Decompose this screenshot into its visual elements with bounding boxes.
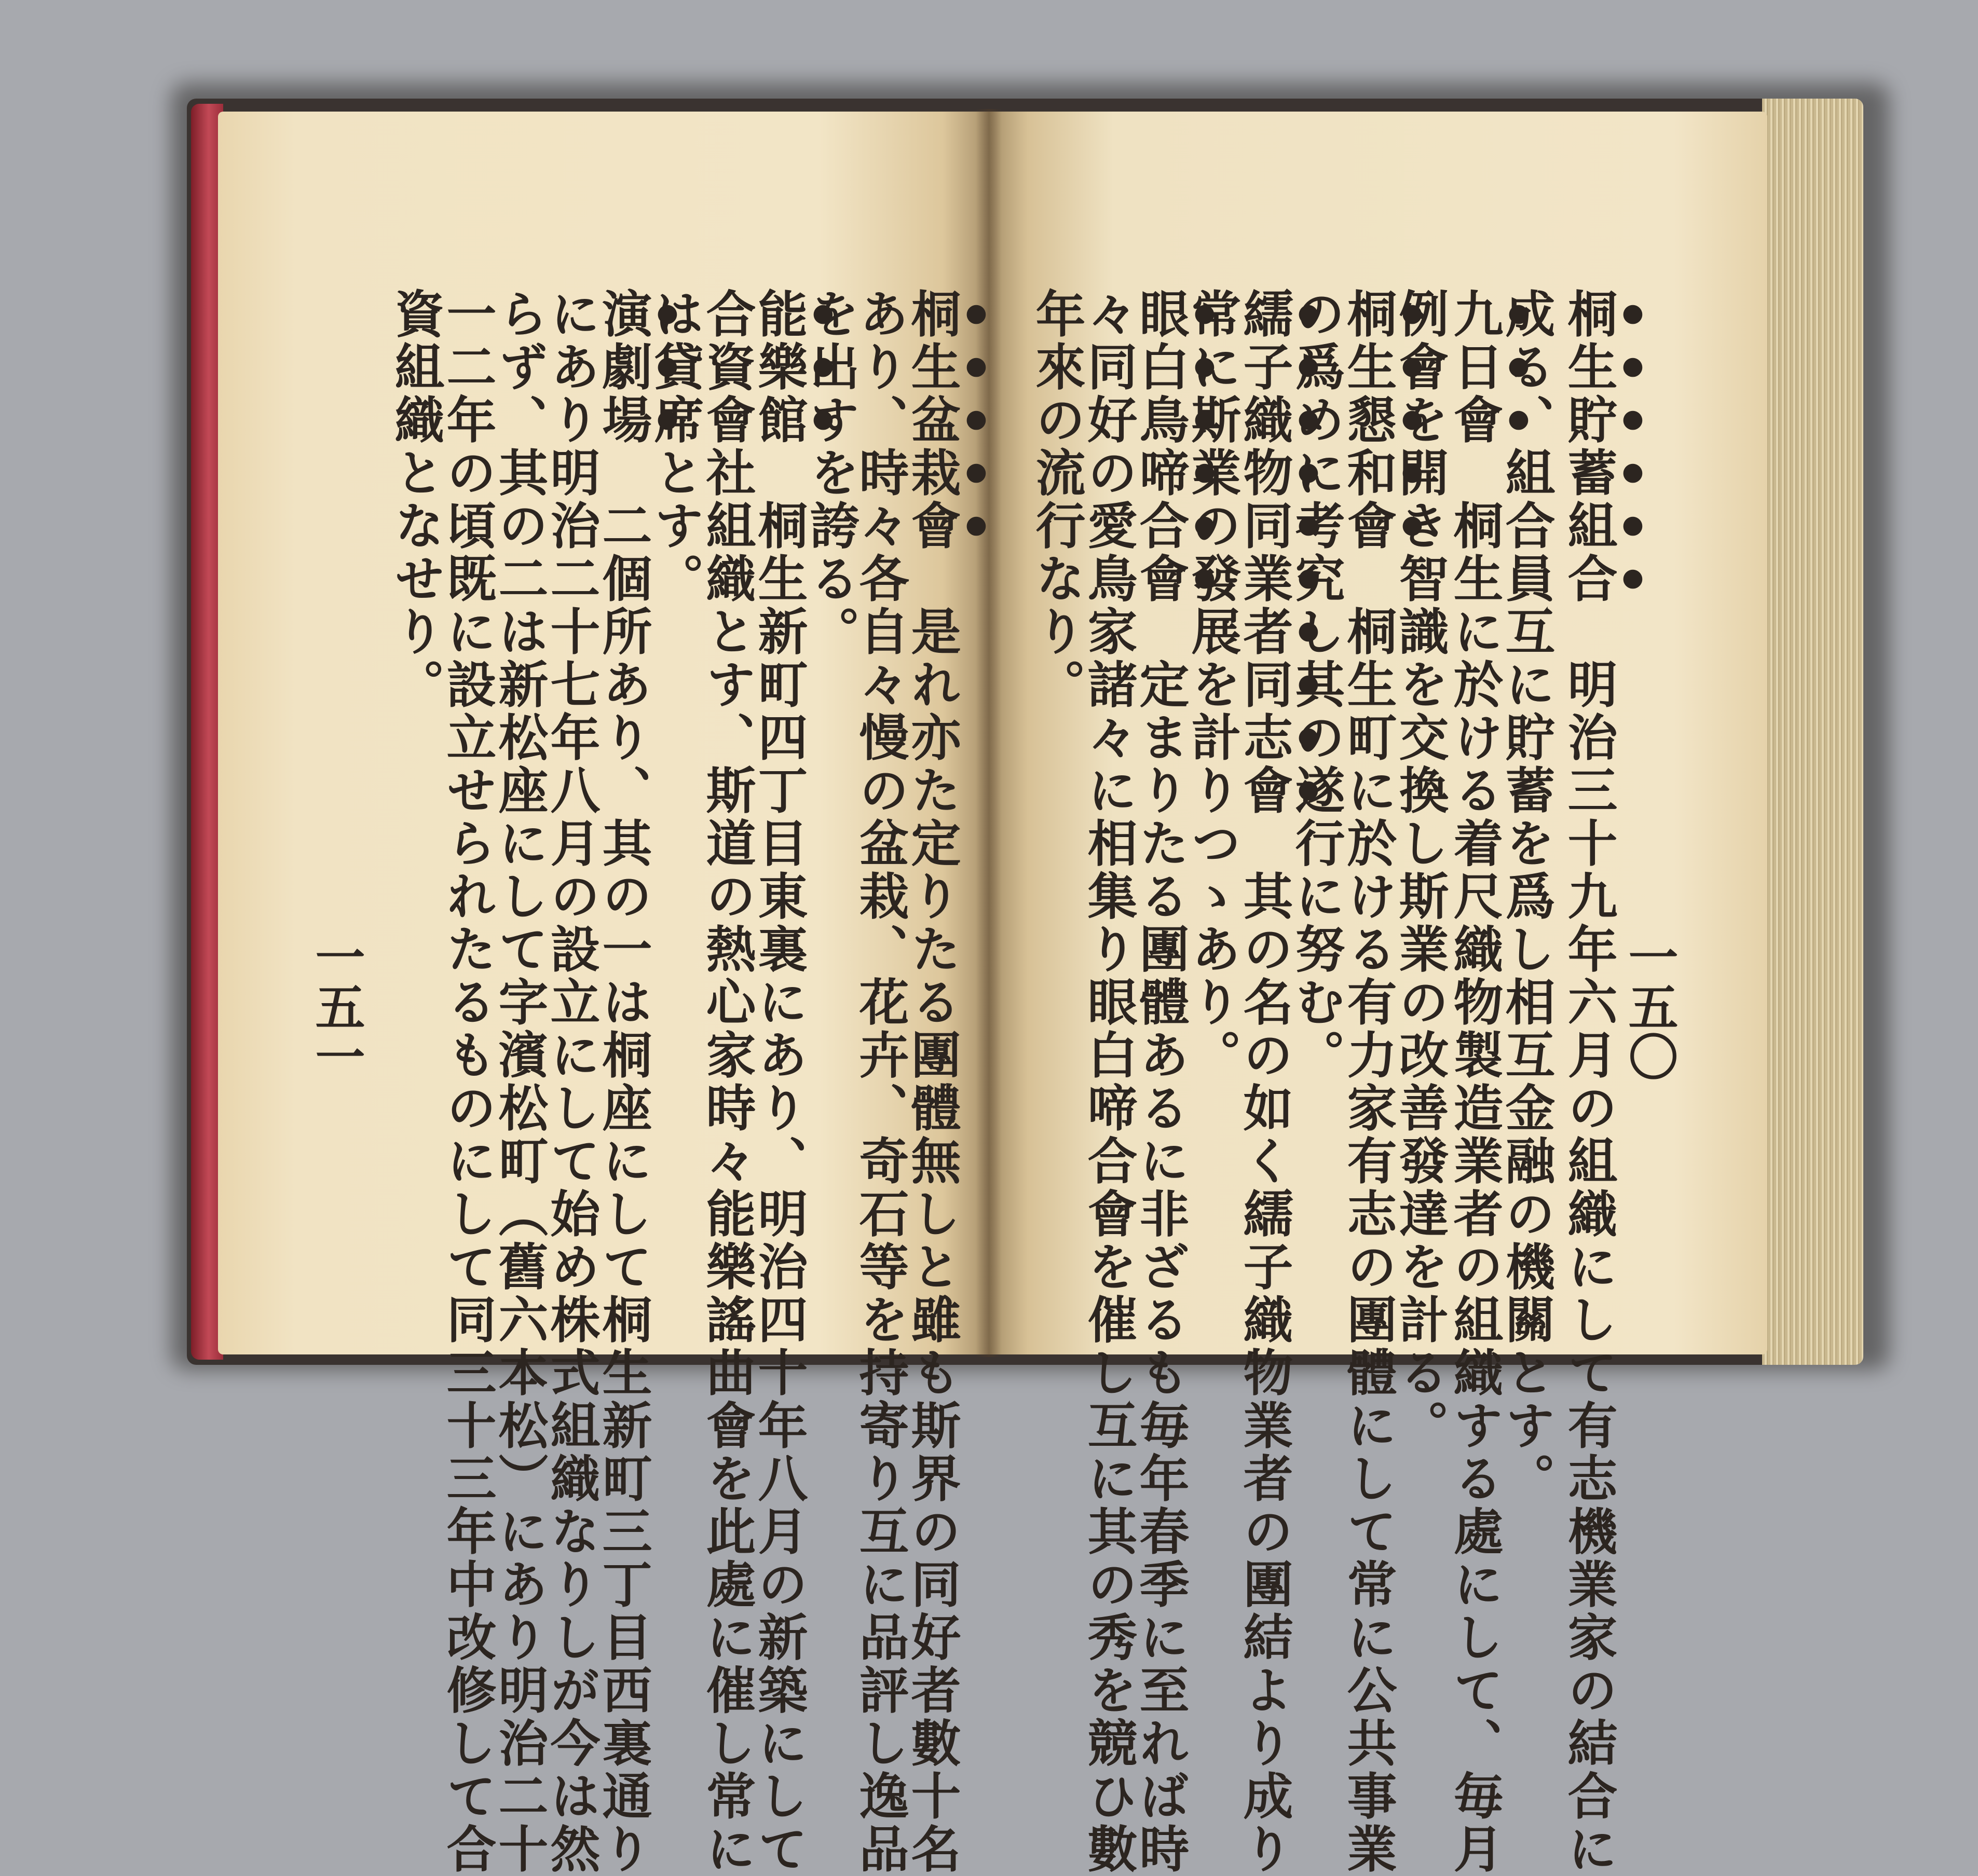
page-number: 一五一 (307, 932, 366, 1081)
entry-text: 成る、組合員互に貯蓄を爲し相互金融の機關とす。 (1497, 288, 1556, 1505)
entry-text: 年來の流行なり。 (1028, 288, 1086, 711)
entry-heading: 繻子織物同業者同志會 (1235, 288, 1294, 817)
entry-text: 桐生に於ける着尺織物製造業者の組織する處にして、毎月 (1445, 500, 1504, 1876)
page-number: 一五〇 (1620, 932, 1679, 1081)
right-page-column (1028, 288, 1115, 711)
left-page-column (387, 288, 474, 711)
page-block-edge (1762, 99, 1863, 1365)
entry-text: 資組織となせり。 (387, 288, 445, 711)
entry-heading: 桐生懇和會 (1339, 288, 1398, 553)
entry-text: 桐生新町四丁目東裏にあり、明治四十年八月の新築にして (750, 500, 809, 1876)
entry-text: 定まりたる團體あるに非ざるも毎年春季に至れば時 (1131, 659, 1190, 1876)
entry-text: 二個所あり、其の一は桐座にして桐生新町三丁目西裏通り (594, 500, 653, 1876)
entry-text: 其の名の如く繻子織物業者の團結より成り (1235, 870, 1294, 1876)
entry-text: を出すを誇る。 (802, 288, 861, 659)
entry-heading: 眼白鳥啼合會 (1131, 288, 1190, 606)
entry-text: 合資會社組織とす、斯道の熱心家時々能樂謠曲會を此處に催し常に (698, 288, 757, 1876)
entry-text: 々同好の愛鳥家諸々に相集り眼白啼合會を催し互に其の秀を競ひ數 (1080, 288, 1138, 1876)
entry-text: 是れ亦た定りたる團體無しと雖も斯界の同好者數十名 (903, 606, 962, 1876)
entry-text: 明治三十九年六月の組織にして有志機業家の結合に (1560, 659, 1618, 1876)
entry-heading: 演劇場 (594, 288, 653, 447)
entry-text: は貸席とす。 (646, 288, 705, 606)
entry-text: 常に斯業の發展を計りつゝあり。 (1183, 288, 1242, 1082)
entry-heading: 九日會 (1445, 288, 1504, 447)
entry-text: らず、其の二は新松座にして字濱松町（舊六本松）にあり明治二十 (490, 288, 549, 1876)
entry-text: 一二年の頃既に設立せられたるものにして同三十三年中改修して合 (439, 288, 497, 1876)
entry-text: あり、時々各自々慢の盆栽、花卉、奇石等を持寄り互に品評し逸品 (851, 288, 910, 1876)
entry-text: の爲めに考究し其の遂行に努む。 (1287, 288, 1346, 1082)
entry-text: 例會を開き智識を交換し斯業の改善發達を計る。 (1391, 288, 1450, 1453)
entry-heading: 能樂館 (750, 288, 809, 447)
entry-text: 桐生町に於ける有力家有志の團體にして常に公共事業 (1339, 606, 1398, 1876)
entry-heading: 桐生盆栽會 (903, 288, 962, 553)
entry-heading: 桐生貯蓄組合 (1560, 288, 1618, 606)
entry-text: にあり明治二十七年八月の設立にして始め株式組織なりしが今は然 (542, 288, 601, 1876)
